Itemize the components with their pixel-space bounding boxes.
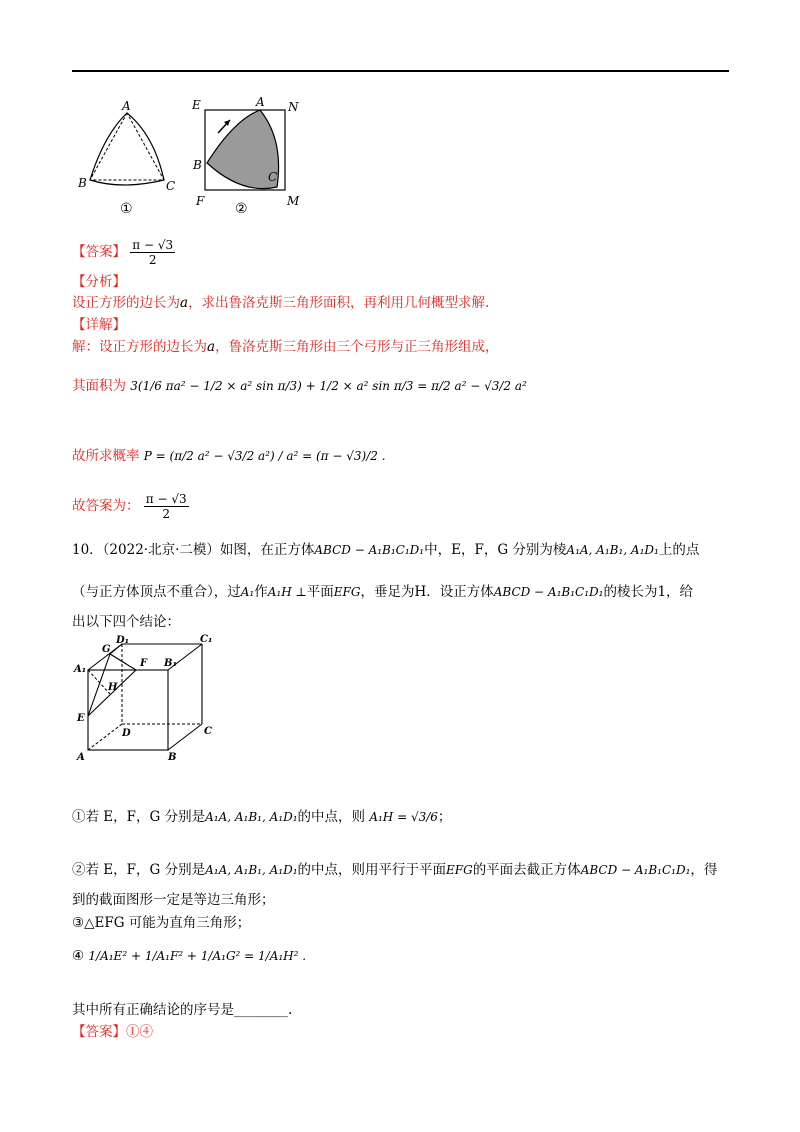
header-rule bbox=[72, 70, 729, 72]
q10-answer-tag: 【答案】 bbox=[72, 1024, 126, 1040]
detail-text-a: 解：设正方形的边长为 bbox=[72, 339, 207, 355]
label-G: G bbox=[102, 644, 111, 655]
q10-answer bbox=[72, 1020, 153, 1040]
conclusion-2 bbox=[72, 858, 717, 878]
q10-edges: A₁A, A₁B₁, A₁D₁ bbox=[566, 543, 659, 557]
label-B2: B bbox=[193, 158, 202, 172]
label-D1: D₁ bbox=[116, 635, 130, 646]
final-prefix: 故答案为： bbox=[72, 498, 140, 514]
label-B: B bbox=[78, 176, 87, 190]
q9-answer bbox=[72, 238, 175, 267]
q10-line1 bbox=[72, 538, 699, 558]
conclusion-3: ③△EFG 可能为直角三角形； bbox=[72, 915, 251, 931]
label-F2: F bbox=[140, 658, 148, 669]
caption-2: ② bbox=[235, 201, 248, 217]
cube-figure bbox=[72, 634, 222, 764]
c2-b: 的中点，则用平行于平面 bbox=[297, 862, 447, 878]
c1-b: 的中点，则 bbox=[297, 809, 366, 825]
final-num: π − √3 bbox=[145, 492, 187, 506]
prob-formula: P = (π/2 a² − √3/2 a²) / a² = (π − √3)/2 . bbox=[143, 449, 386, 463]
prob-prefix: 故所求概率 bbox=[72, 448, 140, 464]
analysis-var: a bbox=[180, 295, 189, 311]
q10-answer-value: ①④ bbox=[126, 1024, 153, 1040]
analysis-text bbox=[72, 291, 489, 311]
final-den: 2 bbox=[162, 507, 171, 521]
c2-efg: EFG bbox=[446, 863, 473, 877]
conclusion-1 bbox=[72, 805, 451, 825]
caption-1: ① bbox=[120, 201, 133, 217]
analysis-text-a: 设正方形的边长为 bbox=[72, 295, 180, 311]
q10-line2-d: ，垂足为H．设正方体 bbox=[360, 584, 494, 600]
label-B3: B bbox=[168, 752, 177, 763]
question-prompt: 其中所有正确结论的序号是________. bbox=[72, 1002, 293, 1018]
c1-c: ； bbox=[437, 809, 452, 825]
area-prefix: 其面积为 bbox=[72, 378, 126, 394]
q10-line2-e: 的棱长为1，给 bbox=[603, 584, 694, 600]
label-C: C bbox=[166, 179, 176, 193]
detail-tag: 【详解】 bbox=[72, 317, 126, 333]
label-M: M bbox=[287, 194, 300, 208]
q10-line3: 出以下四个结论： bbox=[72, 614, 180, 630]
label-C2: C bbox=[268, 170, 278, 184]
q10-line1-b: 中，E，F，G 分别为棱 bbox=[424, 542, 567, 558]
conclusion-4 bbox=[72, 948, 306, 964]
prob-line bbox=[72, 444, 386, 464]
label-H: H bbox=[108, 682, 118, 693]
label-A2: A bbox=[256, 95, 265, 109]
answer-num: π − √3 bbox=[132, 238, 174, 252]
c1-formula: A₁H = √3/6 bbox=[369, 810, 438, 824]
area-line bbox=[72, 374, 527, 394]
label-E2: E bbox=[77, 713, 85, 724]
answer-tag: 【答案】 bbox=[72, 244, 126, 260]
label-A: A bbox=[122, 99, 131, 113]
label-C1: C₁ bbox=[200, 634, 213, 645]
final-answer bbox=[72, 492, 189, 521]
label-D: D bbox=[122, 728, 131, 739]
q10-efg: EFG bbox=[333, 585, 361, 599]
analysis-text-b: ，求出鲁洛克斯三角形面积，再利用几何概型求解. bbox=[188, 295, 490, 311]
q10-line2-a: （与正方体顶点不重合），过 bbox=[72, 584, 241, 600]
c4-prefix: ④ bbox=[72, 948, 85, 964]
c2-a: ②若 E，F，G 分别是 bbox=[72, 862, 206, 878]
label-B1: B₁ bbox=[164, 658, 177, 669]
detail-var: a bbox=[207, 339, 216, 355]
conclusion-2-line2: 到的截面图形一定是等边三角形； bbox=[72, 892, 275, 908]
c1-a: ①若 E，F，G 分别是 bbox=[72, 809, 206, 825]
label-N: N bbox=[288, 100, 299, 114]
label-A3: A bbox=[77, 752, 85, 763]
label-E: E bbox=[192, 98, 201, 112]
analysis-tag: 【分析】 bbox=[72, 274, 126, 290]
c2-d: ，得 bbox=[690, 862, 718, 878]
q10-line2 bbox=[72, 580, 693, 600]
reuleaux-figure bbox=[72, 95, 312, 220]
q10-perp: A₁H ⊥ bbox=[267, 585, 307, 599]
area-formula: 3(1/6 πa² − 1/2 × a² sin π/3) + 1/2 × a² sin π/3 = π/2 a² − √3/2 a² bbox=[130, 379, 527, 393]
q10-line1-a: 10．（2022·北京·二模）如图，在正方体 bbox=[72, 542, 315, 558]
q10-line2-b: 作 bbox=[254, 584, 268, 600]
c2-c: 的平面去截正方体 bbox=[472, 862, 581, 878]
label-C3: C bbox=[204, 726, 212, 737]
label-F: F bbox=[196, 194, 205, 208]
q10-a1: A₁ bbox=[240, 585, 255, 599]
c2-cube: ABCD − A₁B₁C₁D₁ bbox=[580, 863, 691, 877]
detail-text bbox=[72, 335, 499, 355]
c4-formula: 1/A₁E² + 1/A₁F² + 1/A₁G² = 1/A₁H² . bbox=[88, 949, 307, 963]
q10-cube-2: ABCD − A₁B₁C₁D₁ bbox=[493, 585, 604, 599]
detail-text-b: ，鲁洛克斯三角形由三个弓形与正三角形组成， bbox=[215, 339, 499, 355]
c2-edges: A₁A, A₁B₁, A₁D₁ bbox=[205, 863, 298, 877]
answer-den: 2 bbox=[148, 253, 157, 267]
c1-edges: A₁A, A₁B₁, A₁D₁ bbox=[205, 810, 298, 824]
q10-line2-c: 平面 bbox=[306, 584, 334, 600]
label-A1: A₁ bbox=[74, 664, 87, 675]
q10-line1-c: 上的点 bbox=[658, 542, 700, 558]
q10-cube: ABCD − A₁B₁C₁D₁ bbox=[314, 543, 425, 557]
